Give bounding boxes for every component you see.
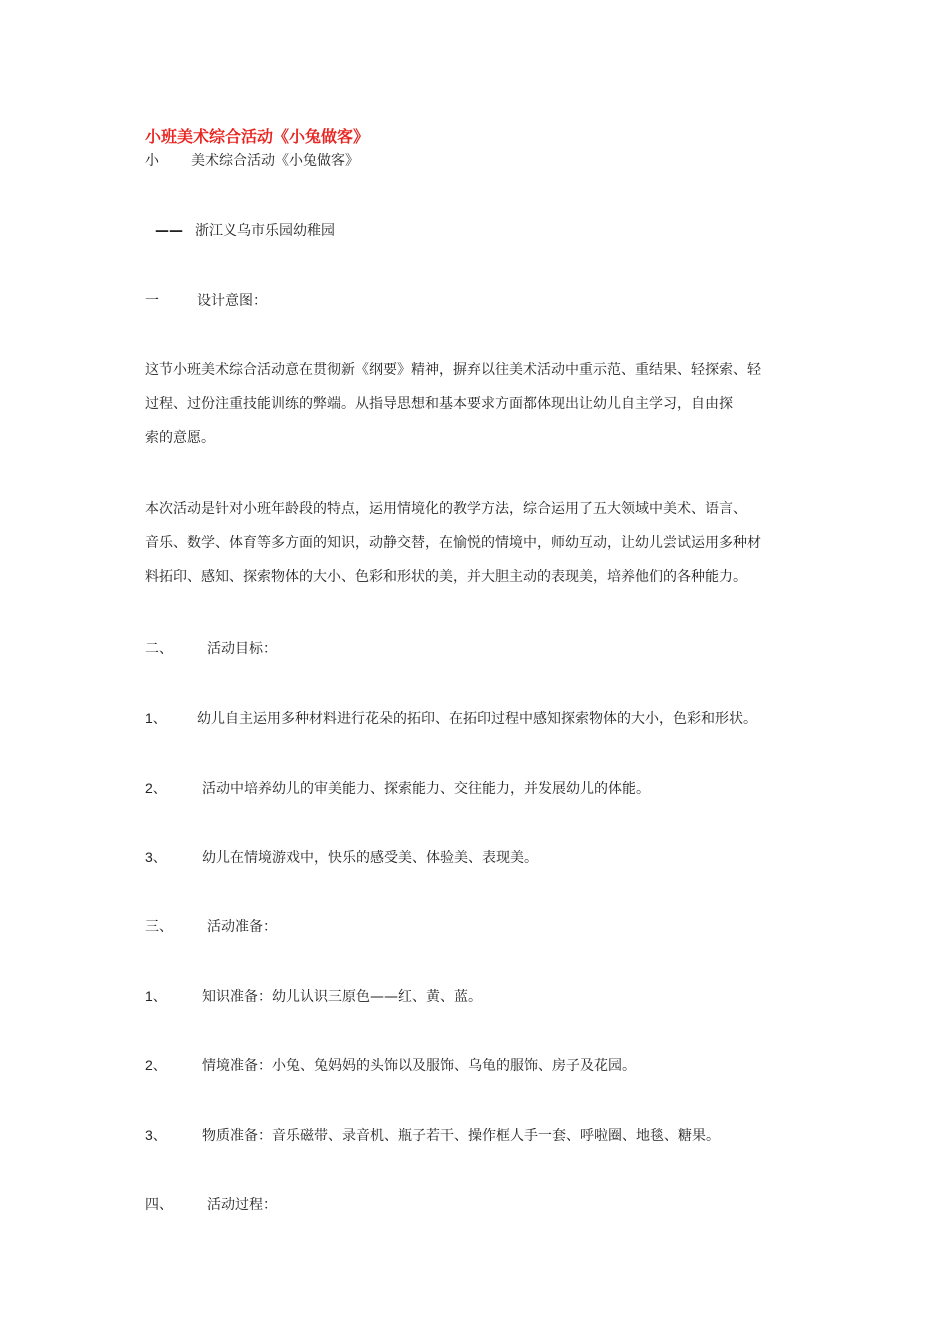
goal-item [145, 778, 650, 799]
author-name: 浙江义乌市乐园幼稚园 [195, 223, 335, 239]
list-number: 2、 [145, 780, 167, 796]
paragraph-line: 这节小班美术综合活动意在贯彻新《纲要》精神，摒弃以往美术活动中重示范、重结果、轻探索、轻 [145, 362, 761, 378]
subtitle-prefix: 小 [145, 153, 159, 169]
prep-item [145, 986, 482, 1007]
section-heading-text: 活动过程： [207, 1197, 277, 1213]
list-number: 1、 [145, 988, 167, 1004]
section-heading-text: 活动准备： [207, 919, 277, 935]
section-heading-2 [145, 639, 277, 659]
list-text: 情境准备：小兔、兔妈妈的头饰以及服饰、乌龟的服饰、房子及花园。 [202, 1058, 636, 1074]
section-number: 二、 [145, 641, 173, 657]
section-heading-1 [145, 291, 267, 311]
list-text: 知识准备：幼儿认识三原色——红、黄、蓝。 [202, 989, 482, 1005]
list-number: 2、 [145, 1057, 167, 1073]
paragraph-line: 过程、过份注重技能训练的弊端。从指导思想和基本要求方面都体现出让幼儿自主学习，自由探 [145, 396, 733, 412]
list-text: 幼儿在情境游戏中，快乐的感受美、体验美、表现美。 [202, 850, 538, 866]
paragraph-design-intent [145, 353, 825, 455]
list-number: 1、 [145, 710, 167, 726]
subtitle-line [145, 151, 359, 171]
section-heading-4 [145, 1195, 277, 1215]
section-number: 四、 [145, 1197, 173, 1213]
paragraph-activity-overview [145, 492, 825, 594]
section-heading-3 [145, 917, 277, 937]
author-line [145, 221, 335, 241]
subtitle-rest: 美术综合活动《小兔做客》 [191, 153, 359, 169]
paragraph-line: 本次活动是针对小班年龄段的特点，运用情境化的教学方法，综合运用了五大领域中美术、语言、 [145, 501, 747, 517]
prep-item [145, 1125, 720, 1146]
goal-item [145, 847, 538, 868]
paragraph-line: 音乐、数学、体育等多方面的知识，动静交替，在愉悦的情境中，师幼互动，让幼儿尝试运用多种材 [145, 535, 761, 551]
section-number: 三、 [145, 919, 173, 935]
paragraph-line: 料拓印、感知、探索物体的大小、色彩和形状的美，并大胆主动的表现美，培养他们的各种能力。 [145, 569, 747, 585]
list-number: 3、 [145, 849, 167, 865]
list-text: 幼儿自主运用多种材料进行花朵的拓印、在拓印过程中感知探索物体的大小，色彩和形状。 [197, 711, 757, 727]
list-number: 3、 [145, 1127, 167, 1143]
section-number: 一 [145, 293, 159, 309]
list-text: 活动中培养幼儿的审美能力、探索能力、交往能力，并发展幼儿的体能。 [202, 781, 650, 797]
document-title: 小班美术综合活动《小兔做客》 [145, 127, 370, 146]
list-text: 物质准备：音乐磁带、录音机、瓶子若干、操作框人手一套、呼啦圈、地毯、糖果。 [202, 1128, 720, 1144]
section-heading-text: 活动目标： [207, 641, 277, 657]
paragraph-line: 索的意愿。 [145, 430, 215, 446]
goal-item [145, 708, 757, 729]
section-heading-text: 设计意图： [197, 293, 267, 309]
author-dash: —— [155, 223, 183, 239]
prep-item [145, 1055, 636, 1076]
